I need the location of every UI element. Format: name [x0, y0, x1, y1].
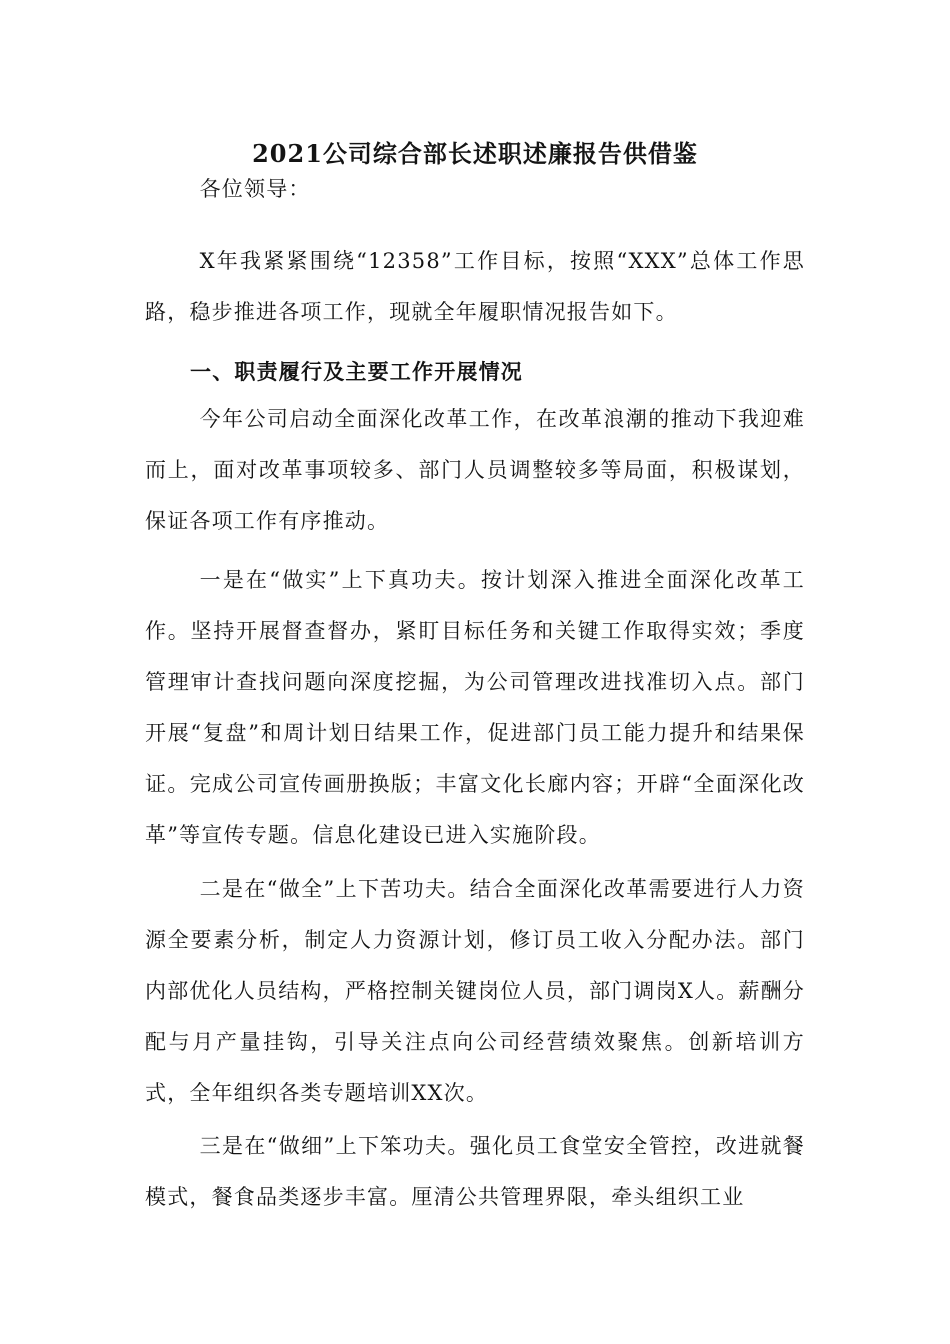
- document-title: 2021公司综合部长述职述廉报告供借鉴: [252, 139, 698, 168]
- greeting: 各位领导：: [199, 177, 311, 201]
- section-heading: 一、职责履行及主要工作开展情况: [190, 359, 523, 384]
- body-paragraph-2: 一是在“做实”上下真功夫。按计划深入推进全面深化改革工作。坚持开展督查督办，紧盯目标任务和关键工作取得实效；季度管理审计查找问题向深度挖掘，为公司管理改进找准切入点。部门开展“复盘”和周计划日结果工作，促进部门员工能力提升和结果保证。完成公司宣传画册换版；丰富文化长廊内容；开辟“全面深化改革”等宣传专题。信息化建设已进入实施阶段。: [145, 568, 805, 847]
- body-paragraph-1: 今年公司启动全面深化改革工作，在改革浪潮的推动下我迎难而上，面对改革事项较多、部门人员调整较多等局面，积极谋划，保证各项工作有序推动。: [145, 407, 805, 533]
- intro-paragraph: X年我紧紧围绕“12358”工作目标，按照“XXX”总体工作思路，稳步推进各项工作，现就全年履职情况报告如下。: [145, 249, 805, 324]
- body-paragraph-3: 二是在“做全”上下苦功夫。结合全面深化改革需要进行人力资源全要素分析，制定人力资源计划，修订员工收入分配办法。部门内部优化人员结构，严格控制关键岗位人员，部门调岗X人。薪酬分配与月产量挂钩，引导关注点向公司经营绩效聚焦。创新培训方式，全年组织各类专题培训XX次。: [145, 877, 805, 1105]
- body-paragraph-4: 三是在“做细”上下笨功夫。强化员工食堂安全管控，改进就餐模式，餐食品类逐步丰富。厘清公共管理界限，牵头组织工业: [145, 1134, 805, 1209]
